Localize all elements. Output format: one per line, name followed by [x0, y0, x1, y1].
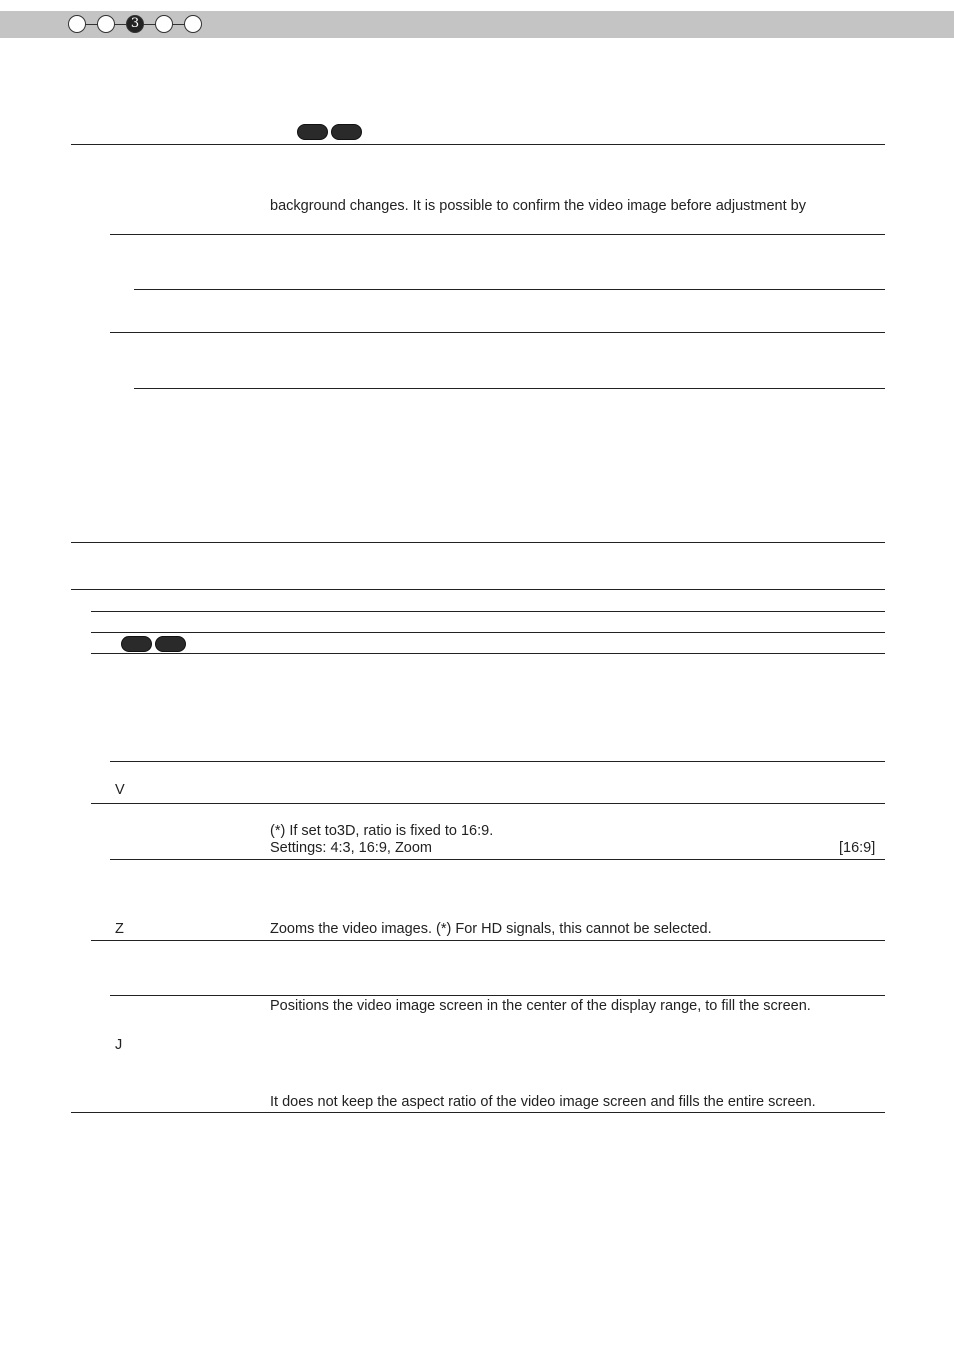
divider [91, 632, 885, 633]
divider [110, 859, 885, 860]
divider [110, 234, 885, 235]
divider [71, 1112, 885, 1113]
remote-button-icon [155, 636, 186, 652]
divider [71, 542, 885, 543]
divider [110, 995, 885, 996]
remote-button-icon [297, 124, 328, 140]
description-text: background changes. It is possible to confirm the video image before adjustment by [270, 198, 806, 214]
divider [71, 144, 885, 145]
divider [91, 653, 885, 654]
fill-description: It does not keep the aspect ratio of the video image screen and fills the entire screen. [270, 1094, 816, 1110]
divider [71, 589, 885, 590]
divider [91, 611, 885, 612]
default-value: [16:9] [839, 840, 876, 856]
step-3-current: 3 [126, 15, 144, 33]
note-3d-text: (*) If set to3D, ratio is fixed to 16:9. [270, 823, 494, 839]
row-label-z: Z [115, 921, 124, 937]
divider [91, 940, 885, 941]
remote-button-icon [331, 124, 362, 140]
divider [91, 803, 885, 804]
zoom-description: Zooms the video images. (*) For HD signals, this cannot be selected. [270, 921, 712, 937]
step-2 [97, 15, 115, 33]
remote-button-icon [121, 636, 152, 652]
row-label-j: J [115, 1037, 123, 1053]
step-1 [68, 15, 86, 33]
divider [110, 761, 885, 762]
settings-text: Settings: 4:3, 16:9, Zoom [270, 840, 433, 856]
step-5 [184, 15, 202, 33]
divider [110, 332, 885, 333]
row-label-v: V [115, 782, 125, 798]
step-4 [155, 15, 173, 33]
divider [134, 289, 885, 290]
position-description: Positions the video image screen in the center of the display range, to fill the screen. [270, 998, 811, 1014]
divider [134, 388, 885, 389]
step-indicator [68, 15, 208, 35]
